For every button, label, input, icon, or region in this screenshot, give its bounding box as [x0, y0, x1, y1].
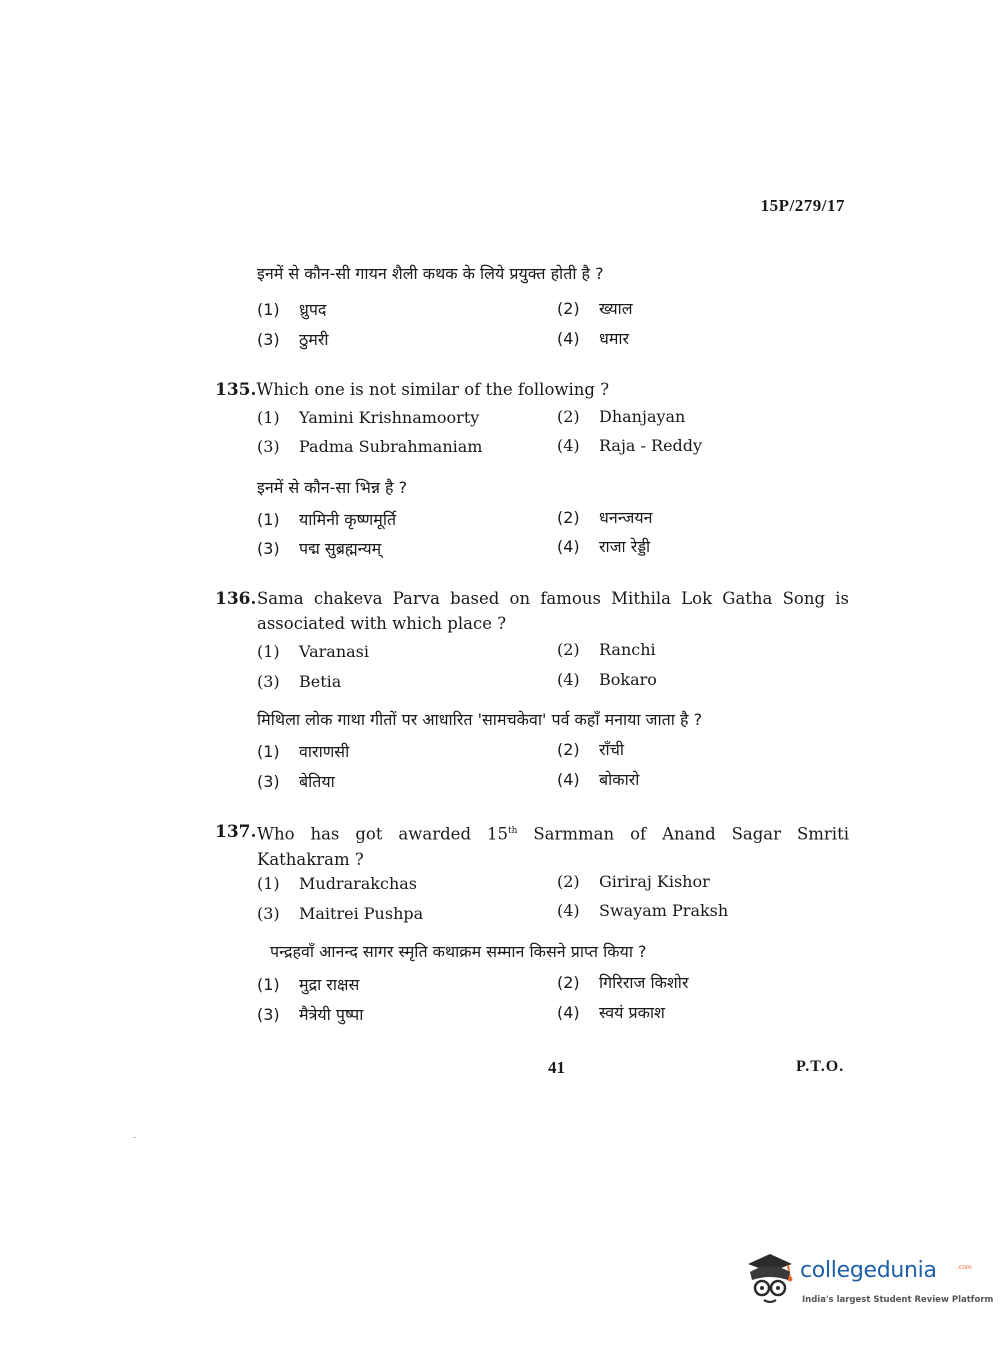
q135-hindi-option-4: (4) राजा रेड्डी — [557, 537, 651, 556]
q137-number: 137. — [215, 822, 257, 842]
q136-number: 136. — [215, 589, 257, 609]
q134-hindi-option-1: (1) ध्रुपद — [257, 300, 327, 319]
pto-label: P.T.O. — [796, 1058, 845, 1075]
paper-code: 15P/279/17 — [760, 196, 845, 215]
q137-hindi-option-2: (2) गिरिराज किशोर — [557, 973, 689, 992]
q137-option-3: (3) Maitrei Pushpa — [257, 904, 424, 923]
q135-question: 135.Which one is not similar of the following ? — [215, 380, 610, 400]
q136-hindi-question: मिथिला लोक गाथा गीतों पर आधारित 'सामचकेवा' पर्व कहाँ मनाया जाता है ? — [257, 710, 703, 729]
scan-speck — [133, 1137, 136, 1138]
q137-number-wrap — [215, 819, 256, 845]
collegedunia-logo — [742, 1250, 994, 1320]
q135-hindi-option-1: (1) यामिनी कृष्णमूर्ति — [257, 510, 397, 529]
q136-question: Sama chakeva Parva based on famous Mithila Lok Gatha Song is associated with which place ? — [257, 589, 849, 633]
q136-hindi-option-3: (3) बेतिया — [257, 772, 335, 791]
q135-hindi-option-3: (3) पद्म सुब्रह्मन्यम् — [257, 539, 382, 558]
q136-option-4: (4) Bokaro — [557, 670, 657, 689]
q135-option-3: (3) Padma Subrahmaniam — [257, 437, 483, 456]
logo-brand: collegedunia — [800, 1258, 937, 1283]
q136-number-wrap — [215, 586, 256, 612]
q137-hindi-option-4: (4) स्वयं प्रकाश — [557, 1003, 665, 1022]
q135-option-4: (4) Raja - Reddy — [557, 436, 703, 455]
q136-hindi-option-2: (2) राँची — [557, 740, 624, 759]
q137-hindi-question: पन्द्रहवाँ आनन्द सागर स्मृति कथाक्रम सम्मान किसने प्राप्त किया ? — [270, 942, 647, 961]
q136-option-1: (1) Varanasi — [257, 642, 369, 661]
logo-tagline: India's largest Student Review Platform — [802, 1295, 994, 1305]
q136-option-3: (3) Betia — [257, 672, 342, 691]
q137-hindi-option-1: (1) मुद्रा राक्षस — [257, 975, 360, 994]
q134-hindi-option-4: (4) धमार — [557, 329, 630, 348]
q135-hindi-option-2: (2) धनन्जयन — [557, 508, 653, 527]
q137-option-2: (2) Giriraj Kishor — [557, 872, 710, 891]
q135-number: 135. — [215, 380, 257, 400]
logo-brand-suffix: .com — [957, 1264, 972, 1271]
q137-hindi-option-3: (3) मैत्रेयी पुष्पा — [257, 1005, 364, 1024]
q137-option-1: (1) Mudrarakchas — [257, 874, 418, 893]
q135-hindi-question: इनमें से कौन-सा भिन्न है ? — [257, 478, 408, 497]
mascot-icon — [742, 1250, 798, 1310]
q137-option-4: (4) Swayam Praksh — [557, 901, 729, 920]
q134-hindi-question: इनमें से कौन-सी गायन शैली कथक के लिये प्रयुक्त होती है ? — [257, 264, 604, 283]
q136-hindi-option-4: (4) बोकारो — [557, 770, 640, 789]
q134-hindi-option-2: (2) ख्याल — [557, 299, 633, 318]
q137-question: Who has got awarded 15th Sarmman of Anand Sagar Smriti Kathakram ? — [257, 824, 849, 869]
q135-option-2: (2) Dhanjayan — [557, 407, 686, 426]
q136-option-2: (2) Ranchi — [557, 640, 656, 659]
q135-option-1: (1) Yamini Krishnamoorty — [257, 408, 480, 427]
q136-hindi-option-1: (1) वाराणसी — [257, 742, 350, 761]
q134-hindi-option-3: (3) ठुमरी — [257, 330, 329, 349]
page-number: 41 — [548, 1058, 565, 1077]
